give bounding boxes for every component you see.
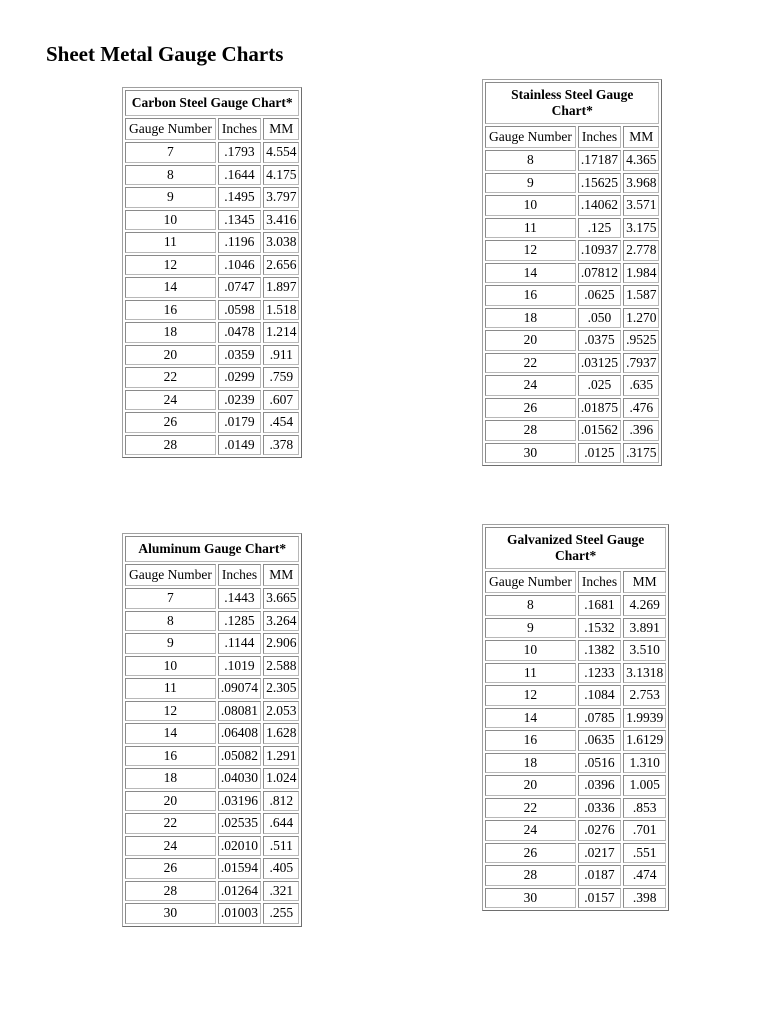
table-row	[485, 640, 666, 661]
mm-cell: 1.214	[263, 322, 299, 343]
inches-cell: .0516	[578, 753, 621, 774]
mm-cell: 2.656	[263, 255, 299, 276]
gauge-cell: 16	[125, 300, 216, 321]
table-row	[125, 165, 299, 186]
gauge-cell: 22	[485, 798, 576, 819]
mm-cell: .398	[623, 888, 666, 909]
inches-cell: .02535	[218, 813, 261, 834]
inches-cell: .1644	[218, 165, 261, 186]
gauge-cell: 20	[485, 330, 576, 351]
inches-cell: .01003	[218, 903, 261, 924]
mm-header: MM	[623, 126, 659, 148]
mm-cell: 1.310	[623, 753, 666, 774]
gauge-cell: 18	[485, 753, 576, 774]
mm-cell: 3.264	[263, 611, 299, 632]
table-row	[485, 420, 659, 441]
table-row	[485, 173, 659, 194]
gauge-cell: 12	[485, 240, 576, 261]
inches-cell: .10937	[578, 240, 621, 261]
inches-cell: .0396	[578, 775, 621, 796]
gauge-cell: 26	[125, 412, 216, 433]
table-row	[485, 195, 659, 216]
gauge-cell: 22	[485, 353, 576, 374]
mm-cell: 3.510	[623, 640, 666, 661]
inches-cell: .0149	[218, 435, 261, 456]
inches-cell: .15625	[578, 173, 621, 194]
inches-cell: .08081	[218, 701, 261, 722]
gauge-cell: 10	[125, 210, 216, 231]
inches-header: Inches	[578, 126, 621, 148]
table-row	[125, 588, 299, 609]
table-row	[485, 353, 659, 374]
inches-cell: .0635	[578, 730, 621, 751]
inches-cell: .01594	[218, 858, 261, 879]
gauge-cell: 16	[485, 730, 576, 751]
mm-cell: 1.005	[623, 775, 666, 796]
inches-cell: .01875	[578, 398, 621, 419]
mm-cell: .321	[263, 881, 299, 902]
mm-cell: .701	[623, 820, 666, 841]
mm-cell: 2.778	[623, 240, 659, 261]
gauge-cell: 11	[485, 663, 576, 684]
mm-cell: 2.753	[623, 685, 666, 706]
mm-cell: 2.305	[263, 678, 299, 699]
table-row	[485, 398, 659, 419]
mm-cell: .405	[263, 858, 299, 879]
table-row	[125, 435, 299, 456]
gauge-cell: 8	[125, 611, 216, 632]
inches-cell: .0276	[578, 820, 621, 841]
table-row	[485, 330, 659, 351]
mm-cell: .9525	[623, 330, 659, 351]
gauge-cell: 22	[125, 367, 216, 388]
inches-cell: .14062	[578, 195, 621, 216]
mm-cell: .911	[263, 345, 299, 366]
mm-cell: .476	[623, 398, 659, 419]
table-row	[125, 791, 299, 812]
inches-cell: .1196	[218, 232, 261, 253]
inches-cell: .1345	[218, 210, 261, 231]
inches-cell: .0239	[218, 390, 261, 411]
table-header-row	[125, 118, 299, 140]
gauge-cell: 24	[125, 390, 216, 411]
table-row	[125, 611, 299, 632]
table-row	[125, 322, 299, 343]
gauge-cell: 9	[125, 633, 216, 654]
aluminum-gauge-table	[122, 533, 302, 927]
carbon-steel-gauge-table	[122, 87, 302, 458]
inches-cell: .025	[578, 375, 621, 396]
table-header-row	[485, 126, 659, 148]
gauge-cell: 20	[485, 775, 576, 796]
table-row	[125, 255, 299, 276]
inches-cell: .050	[578, 308, 621, 329]
mm-cell: 1.984	[623, 263, 659, 284]
inches-cell: .1382	[578, 640, 621, 661]
mm-cell: .511	[263, 836, 299, 857]
mm-cell: 1.024	[263, 768, 299, 789]
mm-cell: 1.6129	[623, 730, 666, 751]
mm-cell: .607	[263, 390, 299, 411]
inches-header: Inches	[218, 118, 261, 140]
inches-cell: .0478	[218, 322, 261, 343]
mm-cell: 3.175	[623, 218, 659, 239]
table-caption-row	[485, 82, 659, 124]
inches-cell: .0625	[578, 285, 621, 306]
inches-header: Inches	[578, 571, 621, 593]
table-row	[485, 798, 666, 819]
gauge-cell: 24	[125, 836, 216, 857]
table-row	[125, 277, 299, 298]
inches-cell: .0179	[218, 412, 261, 433]
gauge-cell: 9	[125, 187, 216, 208]
inches-cell: .17187	[578, 150, 621, 171]
mm-cell: 1.518	[263, 300, 299, 321]
page-title: Sheet Metal Gauge Charts	[46, 42, 284, 66]
galvanized-steel-gauge-table	[482, 524, 669, 911]
inches-cell: .1681	[578, 595, 621, 616]
gauge-cell: 8	[125, 165, 216, 186]
gauge-cell: 10	[125, 656, 216, 677]
gauge-cell: 30	[485, 443, 576, 464]
gauge-number-header: Gauge Number	[485, 571, 576, 593]
inches-header: Inches	[218, 564, 261, 586]
mm-cell: .378	[263, 435, 299, 456]
gauge-cell: 8	[485, 150, 576, 171]
inches-cell: .1144	[218, 633, 261, 654]
mm-cell: 3.891	[623, 618, 666, 639]
table-row	[125, 142, 299, 163]
gauge-cell: 12	[125, 255, 216, 276]
gauge-cell: 26	[485, 843, 576, 864]
mm-cell: .474	[623, 865, 666, 886]
mm-cell: 3.571	[623, 195, 659, 216]
mm-header: MM	[263, 564, 299, 586]
table-row	[485, 708, 666, 729]
table-row	[485, 285, 659, 306]
table-row	[485, 843, 666, 864]
inches-cell: .05082	[218, 746, 261, 767]
table-row	[485, 663, 666, 684]
gauge-cell: 11	[125, 232, 216, 253]
table-row	[485, 218, 659, 239]
inches-cell: .0747	[218, 277, 261, 298]
mm-cell: .7937	[623, 353, 659, 374]
mm-cell: .255	[263, 903, 299, 924]
inches-cell: .06408	[218, 723, 261, 744]
mm-cell: .759	[263, 367, 299, 388]
gauge-cell: 30	[485, 888, 576, 909]
table-row	[125, 187, 299, 208]
table-row	[125, 345, 299, 366]
inches-cell: .0375	[578, 330, 621, 351]
gauge-cell: 18	[125, 768, 216, 789]
inches-cell: .1084	[578, 685, 621, 706]
gauge-cell: 12	[485, 685, 576, 706]
gauge-cell: 12	[125, 701, 216, 722]
table-row	[485, 685, 666, 706]
mm-cell: 2.906	[263, 633, 299, 654]
table-row	[125, 412, 299, 433]
mm-cell: 1.897	[263, 277, 299, 298]
table-row	[125, 746, 299, 767]
gauge-cell: 14	[125, 277, 216, 298]
inches-cell: .1532	[578, 618, 621, 639]
table-row	[485, 375, 659, 396]
table-row	[125, 633, 299, 654]
inches-cell: .0336	[578, 798, 621, 819]
table-row	[485, 595, 666, 616]
table-row	[485, 618, 666, 639]
mm-cell: .635	[623, 375, 659, 396]
table-row	[485, 888, 666, 909]
inches-cell: .1495	[218, 187, 261, 208]
inches-cell: .0299	[218, 367, 261, 388]
gauge-number-header: Gauge Number	[485, 126, 576, 148]
mm-cell: .454	[263, 412, 299, 433]
inches-cell: .02010	[218, 836, 261, 857]
gauge-cell: 28	[125, 435, 216, 456]
inches-cell: .1233	[578, 663, 621, 684]
gauge-cell: 14	[485, 263, 576, 284]
table-row	[125, 858, 299, 879]
mm-cell: 3.797	[263, 187, 299, 208]
gauge-cell: 28	[125, 881, 216, 902]
inches-cell: .03125	[578, 353, 621, 374]
table-row	[125, 903, 299, 924]
inches-cell: .1793	[218, 142, 261, 163]
table-row	[125, 390, 299, 411]
table-caption-row	[485, 527, 666, 569]
table-row	[485, 240, 659, 261]
inches-cell: .0359	[218, 345, 261, 366]
mm-cell: .812	[263, 791, 299, 812]
table-row	[125, 723, 299, 744]
inches-cell: .07812	[578, 263, 621, 284]
gauge-number-header: Gauge Number	[125, 564, 216, 586]
inches-cell: .04030	[218, 768, 261, 789]
inches-cell: .1443	[218, 588, 261, 609]
mm-cell: 3.665	[263, 588, 299, 609]
inches-cell: .1019	[218, 656, 261, 677]
table-row	[485, 443, 659, 464]
inches-cell: .0785	[578, 708, 621, 729]
gauge-cell: 20	[125, 345, 216, 366]
gauge-cell: 18	[125, 322, 216, 343]
mm-cell: 1.270	[623, 308, 659, 329]
inches-cell: .09074	[218, 678, 261, 699]
gauge-cell: 7	[125, 588, 216, 609]
inches-cell: .125	[578, 218, 621, 239]
mm-cell: 2.588	[263, 656, 299, 677]
gauge-cell: 9	[485, 173, 576, 194]
table-row	[485, 775, 666, 796]
mm-cell: 3.1318	[623, 663, 666, 684]
table-header-row	[485, 571, 666, 593]
mm-cell: .644	[263, 813, 299, 834]
mm-cell: 1.628	[263, 723, 299, 744]
table-row	[125, 656, 299, 677]
table-row	[485, 730, 666, 751]
table-row	[125, 813, 299, 834]
inches-cell: .0125	[578, 443, 621, 464]
mm-cell: 1.587	[623, 285, 659, 306]
gauge-cell: 7	[125, 142, 216, 163]
gauge-cell: 28	[485, 865, 576, 886]
gauge-cell: 8	[485, 595, 576, 616]
gauge-cell: 24	[485, 375, 576, 396]
gauge-cell: 18	[485, 308, 576, 329]
table-header-row	[125, 564, 299, 586]
gauge-cell: 26	[485, 398, 576, 419]
table-caption: Galvanized Steel Gauge Chart*	[485, 527, 666, 569]
inches-cell: .1046	[218, 255, 261, 276]
gauge-cell: 10	[485, 195, 576, 216]
mm-cell: .551	[623, 843, 666, 864]
mm-cell: 4.269	[623, 595, 666, 616]
gauge-cell: 11	[125, 678, 216, 699]
table-row	[485, 865, 666, 886]
table-row	[125, 367, 299, 388]
gauge-cell: 26	[125, 858, 216, 879]
mm-cell: 3.038	[263, 232, 299, 253]
inches-cell: .0157	[578, 888, 621, 909]
gauge-cell: 10	[485, 640, 576, 661]
table-row	[125, 836, 299, 857]
table-row	[125, 210, 299, 231]
mm-cell: 2.053	[263, 701, 299, 722]
mm-cell: .853	[623, 798, 666, 819]
gauge-cell: 20	[125, 791, 216, 812]
table-caption-row	[125, 536, 299, 562]
mm-header: MM	[263, 118, 299, 140]
table-caption: Carbon Steel Gauge Chart*	[125, 90, 299, 116]
gauge-cell: 28	[485, 420, 576, 441]
gauge-cell: 14	[485, 708, 576, 729]
table-row	[125, 678, 299, 699]
gauge-cell: 24	[485, 820, 576, 841]
mm-cell: 4.554	[263, 142, 299, 163]
table-row	[485, 753, 666, 774]
mm-cell: 3.416	[263, 210, 299, 231]
gauge-cell: 11	[485, 218, 576, 239]
mm-cell: 4.365	[623, 150, 659, 171]
inches-cell: .03196	[218, 791, 261, 812]
gauge-cell: 16	[125, 746, 216, 767]
gauge-cell: 30	[125, 903, 216, 924]
table-row	[125, 300, 299, 321]
gauge-number-header: Gauge Number	[125, 118, 216, 140]
table-row	[485, 150, 659, 171]
mm-cell: 1.291	[263, 746, 299, 767]
inches-cell: .01562	[578, 420, 621, 441]
table-caption: Aluminum Gauge Chart*	[125, 536, 299, 562]
table-row	[125, 881, 299, 902]
table-row	[125, 768, 299, 789]
mm-cell: 4.175	[263, 165, 299, 186]
mm-cell: .396	[623, 420, 659, 441]
mm-cell: .3175	[623, 443, 659, 464]
gauge-cell: 14	[125, 723, 216, 744]
table-row	[125, 232, 299, 253]
gauge-cell: 22	[125, 813, 216, 834]
gauge-cell: 16	[485, 285, 576, 306]
table-row	[485, 308, 659, 329]
table-row	[125, 701, 299, 722]
gauge-cell: 9	[485, 618, 576, 639]
inches-cell: .0598	[218, 300, 261, 321]
inches-cell: .0187	[578, 865, 621, 886]
inches-cell: .0217	[578, 843, 621, 864]
mm-header: MM	[623, 571, 666, 593]
table-caption-row	[125, 90, 299, 116]
table-row	[485, 263, 659, 284]
stainless-steel-gauge-table	[482, 79, 662, 466]
inches-cell: .1285	[218, 611, 261, 632]
mm-cell: 3.968	[623, 173, 659, 194]
inches-cell: .01264	[218, 881, 261, 902]
mm-cell: 1.9939	[623, 708, 666, 729]
table-row	[485, 820, 666, 841]
table-caption: Stainless Steel Gauge Chart*	[485, 82, 659, 124]
